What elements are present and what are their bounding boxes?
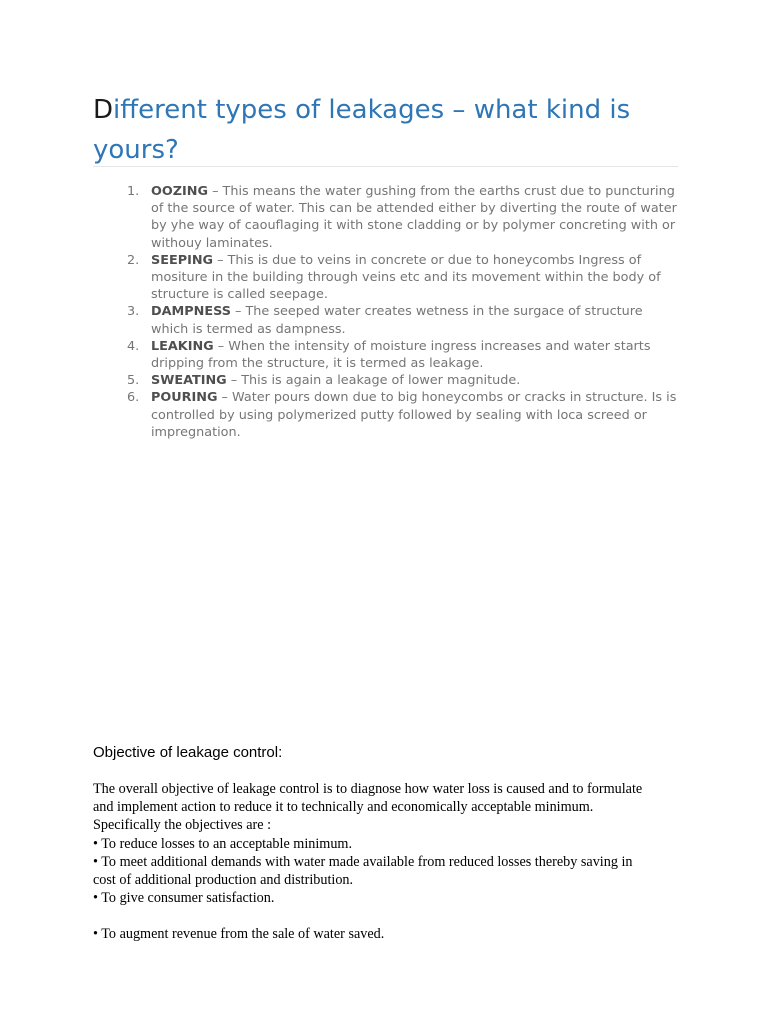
list-item-dampness: [117, 303, 679, 337]
list-description: – This is again a leakage of lower magnitude.: [226, 373, 521, 389]
list-term: OOZING: [151, 184, 209, 199]
list-description: – When the intensity of moisture ingress increases and water starts dripping from the structure, it is termed as leakage.: [151, 338, 651, 372]
objective-intro: The overall objective of leakage control is to diagnose how water loss is caused and to formulate and implement action to reduce it to technically and economically acceptable minimum. Specifically the objectives are :: [93, 781, 643, 834]
list-term: DAMPNESS: [151, 304, 231, 320]
list-number: 2.: [127, 252, 140, 268]
objective-bullet: • To meet additional demands with water made available from reduced losses thereby saving in cost of additional production and distribution.: [93, 853, 633, 889]
title-divider: [93, 166, 678, 167]
paragraph-gap: [93, 907, 653, 925]
list-description: – This means the water gushing from the earths crust due to puncturing of the source of water. This can be attended either by diverting the route of water by yhe way of caouflaging it with stone cladding or by polymer concreting with or withouy laminates.: [151, 184, 677, 251]
list-term: LEAKING: [151, 338, 214, 354]
list-description: – This is due to veins in concrete or due to honeycombs Ingress of mositure in the building through veins etc and its movement within the body of structure is called seepage.: [151, 252, 661, 303]
list-description: – Water pours down due to big honeycombs or cracks in structure. Is is controlled by using polymerized putty followed by sealing with loca screed or impregnation.: [151, 390, 677, 440]
list-term: POURING: [151, 390, 218, 406]
title-text: ifferent types of leakages – what kind is yours?: [93, 95, 631, 165]
list-item-seeping: [117, 252, 679, 304]
objective-body: [93, 780, 653, 944]
objective-bullet: • To give consumer satisfaction.: [93, 890, 275, 907]
list-item-pouring: [117, 389, 679, 441]
objective-bullet: • To reduce losses to an acceptable minimum.: [93, 835, 353, 852]
list-number: 4.: [127, 338, 140, 354]
list-description: – The seeped water creates wetness in the surgace of structure which is termed as dampness.: [151, 304, 643, 337]
list-item-oozing: [117, 183, 679, 252]
list-item-leaking: [117, 338, 679, 372]
list-term: SEEPING: [151, 252, 214, 268]
list-number: 3.: [127, 304, 140, 320]
objective-heading: Objective of leakage control:: [93, 744, 283, 761]
list-number: 1.: [127, 184, 140, 199]
list-term: SWEATING: [151, 373, 227, 389]
list-number: 5.: [127, 373, 140, 389]
title-first-letter: D: [93, 95, 114, 125]
objective-bullet-last: • To augment revenue from the sale of water saved.: [93, 926, 385, 943]
page-title: [93, 90, 683, 170]
leakage-types-list: [117, 183, 679, 441]
list-item-sweating: [117, 372, 679, 389]
list-number: 6.: [127, 390, 140, 406]
